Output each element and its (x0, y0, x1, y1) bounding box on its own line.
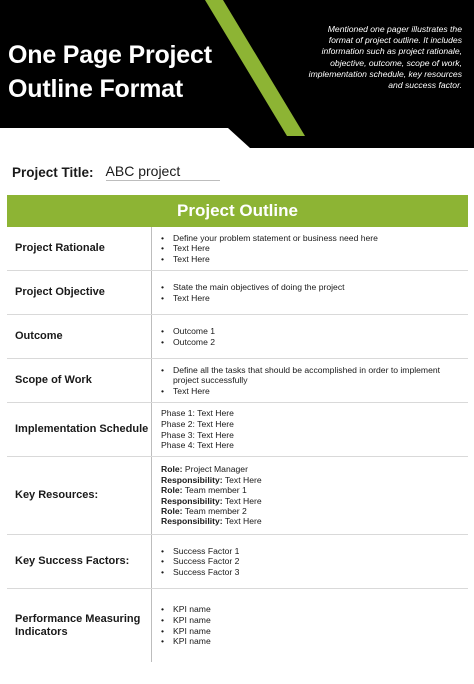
project-outline-heading: Project Outline (7, 195, 468, 227)
list-item: • Define all the tasks that should be accomplished in order to implement project successfully (161, 365, 468, 386)
schedule-line: Phase 2: Text Here (161, 418, 234, 429)
list-item: • State the main objectives of doing the project (161, 282, 468, 293)
table-row-outcome (7, 315, 468, 359)
list-item: • Text Here (161, 254, 468, 265)
resource-value: Text Here (224, 516, 262, 527)
resource-value: Text Here (224, 495, 262, 506)
table-row-key-success-factors (7, 535, 468, 589)
bullet-list (161, 282, 468, 303)
project-title-row (12, 162, 220, 182)
row-content (151, 271, 468, 314)
list-item: • KPI name (161, 604, 468, 615)
list-item: • KPI name (161, 626, 468, 637)
resource-key: Responsibility: (161, 495, 223, 506)
row-label: Outcome (15, 330, 63, 342)
list-item: • Success Factor 1 (161, 546, 468, 557)
row-content (151, 315, 468, 358)
header-description: Mentioned one pager illustrates the format of project outline. It includes information such as project rationale, objective, outcome, scope of work, implementation schedule, key resources and success factor. (308, 24, 462, 91)
project-title-label: Project Title: (12, 164, 94, 180)
bullet-list (161, 233, 468, 265)
list-item: • KPI name (161, 615, 468, 626)
row-content (151, 535, 468, 588)
project-title-field[interactable]: ABC project (106, 163, 221, 181)
table-row-implementation-schedule (7, 403, 468, 457)
resource-line (161, 485, 468, 495)
row-label: Key Success Factors: (15, 555, 130, 567)
list-item: • Outcome 2 (161, 337, 468, 348)
schedule-line: Phase 3: Text Here (161, 429, 234, 440)
resource-value: Team member 2 (184, 505, 247, 516)
row-label: Performance Measuring Indicators (15, 612, 141, 638)
table-row-performance-indicators (7, 589, 468, 662)
row-label: Implementation Schedule (15, 423, 149, 435)
bullet-list (161, 326, 468, 347)
resource-key: Role: (161, 485, 183, 496)
page-title: One Page Project Outline Format (8, 41, 212, 103)
row-content (151, 227, 468, 270)
resource-value: Text Here (224, 474, 262, 485)
table-row-scope-of-work (7, 359, 468, 403)
table-row-key-resources (7, 457, 468, 535)
resource-key: Responsibility: (161, 516, 223, 527)
table-row-project-rationale (7, 227, 468, 271)
table-row-project-objective (7, 271, 468, 315)
resource-key: Role: (161, 464, 183, 475)
resource-value: Team member 1 (184, 485, 247, 496)
bullet-list (161, 604, 468, 646)
bullet-list (161, 546, 468, 578)
project-outline-table (7, 227, 468, 662)
row-label: Project Objective (15, 286, 105, 298)
resource-line (161, 506, 468, 516)
schedule-line: Phase 1: Text Here (161, 408, 234, 419)
row-content (151, 457, 468, 534)
row-content (151, 589, 468, 662)
list-item: • Define your problem statement or business need here (161, 233, 468, 244)
list-item: • Success Factor 3 (161, 567, 468, 578)
bullet-list (161, 365, 468, 397)
resource-line (161, 516, 468, 526)
resource-line (161, 496, 468, 506)
resource-key: Role: (161, 505, 183, 516)
row-label: Key Resources: (15, 489, 99, 501)
row-label: Project Rationale (15, 242, 105, 254)
schedule-line: Phase 4: Text Here (161, 440, 234, 451)
resource-value: Project Manager (184, 464, 248, 475)
row-label: Scope of Work (15, 374, 92, 386)
row-content (151, 359, 468, 402)
list-item: • Text Here (161, 386, 468, 397)
resource-line (161, 464, 468, 474)
list-item: • Text Here (161, 293, 468, 304)
resource-line (161, 475, 468, 485)
row-content (151, 403, 468, 456)
list-item: • Success Factor 2 (161, 556, 468, 567)
resource-key: Responsibility: (161, 474, 223, 485)
list-item: • Outcome 1 (161, 326, 468, 337)
list-item: • KPI name (161, 636, 468, 647)
header-banner (0, 0, 474, 148)
list-item: • Text Here (161, 243, 468, 254)
